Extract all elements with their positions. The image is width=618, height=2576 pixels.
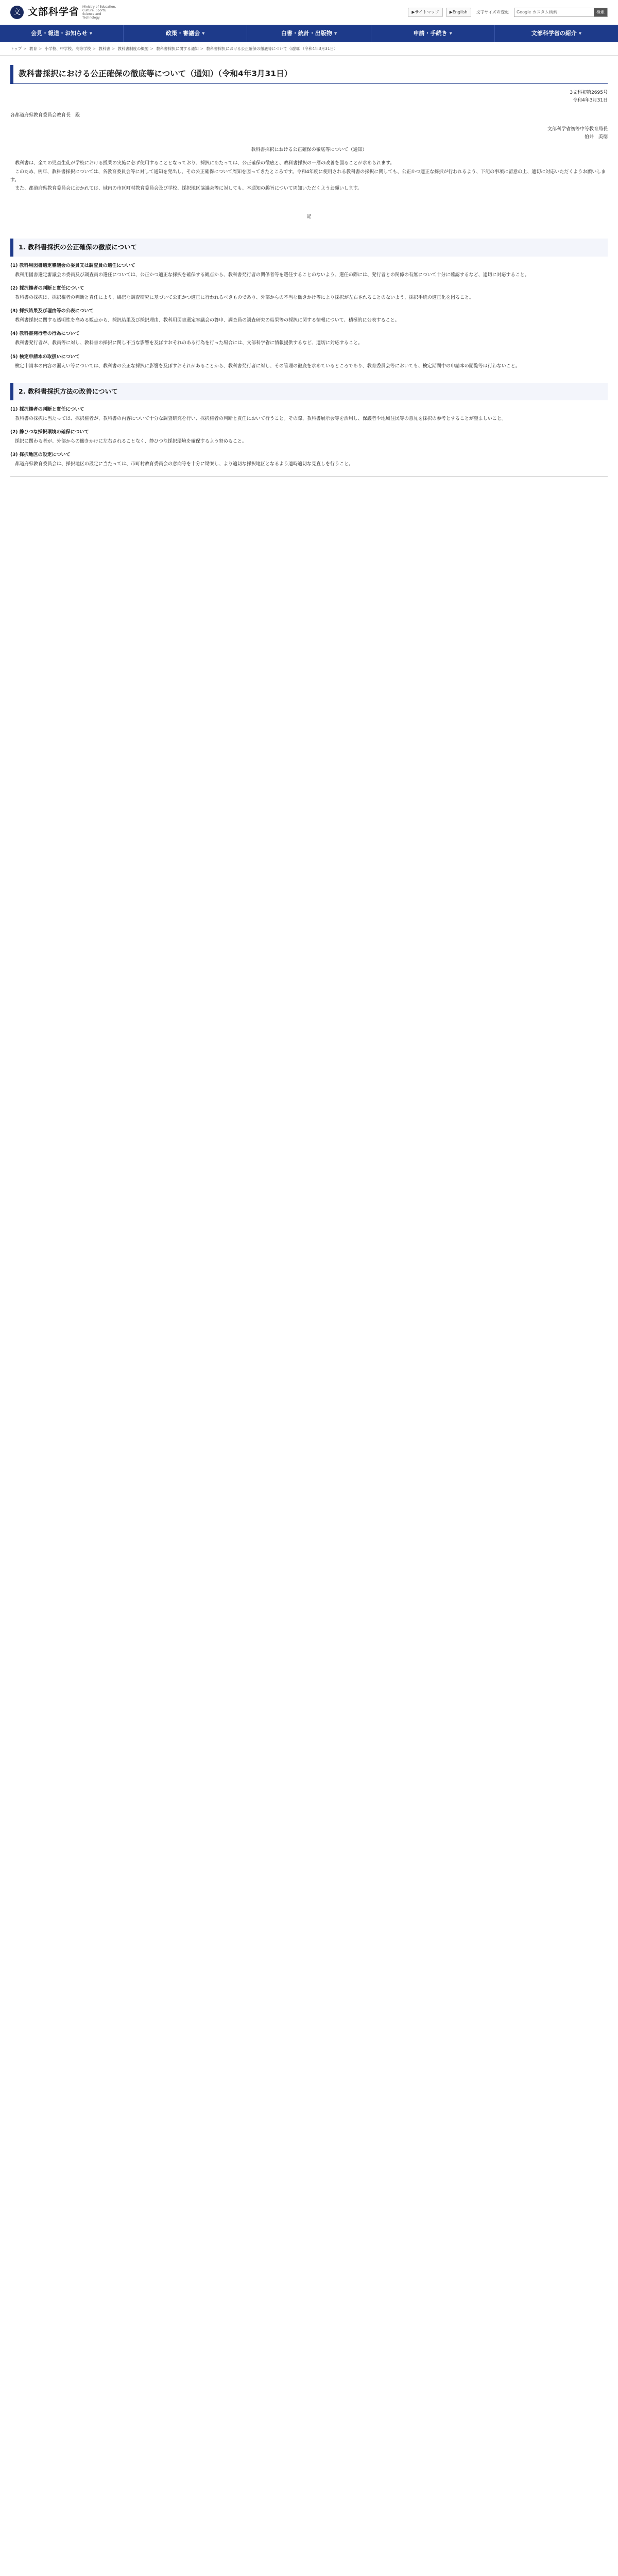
search-input[interactable]: Google カスタム検索	[517, 9, 557, 14]
breadcrumb-item[interactable]: 教科書	[98, 46, 110, 51]
doc-sender	[10, 126, 608, 142]
item-body: 教科書採択に関する透明性を高める観点から、採択結果及び採択理由、教科用図書選定審議会の答申、調査員の調査研究の結果等の採択に関する情報について、積極的に公表すること。	[15, 318, 400, 324]
chevron-down-icon: ▼	[89, 31, 93, 36]
breadcrumb-item[interactable]: トップ	[10, 46, 22, 51]
chevron-down-icon: ▼	[449, 31, 452, 36]
breadcrumb	[0, 42, 618, 56]
nav-item-label: 文部科学省の紹介	[531, 30, 577, 37]
logo-text: 文部科学省	[28, 6, 80, 18]
font-size-link[interactable]: 文字サイズの変更	[476, 9, 509, 14]
item-heading: (3) 採択結果及び理由等の公表について	[10, 309, 94, 314]
doc-number: 3文科初第2695号	[570, 90, 608, 95]
nav-item-procedures[interactable]	[371, 25, 495, 42]
breadcrumb-item[interactable]: 教育	[29, 46, 37, 51]
item-heading: (3) 採択地区の設定について	[10, 452, 71, 458]
breadcrumb-separator-icon: >	[200, 46, 204, 51]
intro-paragraph: 教科書は、全ての児童生徒が学校における授業の実施に必ず使用することとなっており、採択にあたっては、公正確保の徹底と、教科書採択の一層の改善を図ることが求められます。	[15, 161, 395, 166]
breadcrumb-separator-icon: >	[38, 46, 42, 51]
section-body	[10, 262, 608, 370]
section-title: 2. 教科書採択方法の改善について	[10, 383, 608, 400]
breadcrumb-current: 教科書採択における公正確保の徹底等について（通知）（令和4年3月31日）	[206, 46, 338, 51]
breadcrumb-separator-icon: >	[23, 46, 27, 51]
nav-item-label: 政策・審議会	[166, 30, 200, 37]
nav-item-about[interactable]	[495, 25, 618, 42]
search-box[interactable]	[514, 8, 608, 17]
main-content	[0, 65, 618, 476]
item-body: 都道府県教育委員会は、採択地区の設定に当たっては、市町村教育委員会の意向等を十分に勘案し、より適切な採択地区となるよう適時適切な見直しを行うこと。	[15, 462, 354, 467]
intro-paragraph: また、都道府県教育委員会におかれては、域内の市区町村教育委員会及び学校、採択地区協議会等に対しても、本通知の趣旨について周知いただくようお願いします。	[15, 185, 363, 191]
nav-item-label: 申請・手続き	[413, 30, 448, 37]
doc-ki: 記	[306, 214, 312, 220]
item-heading: (4) 教科書発行者の行為について	[10, 331, 80, 337]
item-heading: (5) 検定申請本の取扱いについて	[10, 354, 80, 360]
logo-mark-icon: 文	[10, 6, 24, 19]
breadcrumb-separator-icon: >	[111, 46, 115, 51]
chevron-down-icon: ▼	[578, 31, 582, 36]
site-logo[interactable]	[10, 4, 118, 21]
doc-subject: 教科書採択における公正確保の徹底等について（通知）	[251, 147, 367, 153]
nav-item-policy[interactable]	[124, 25, 247, 42]
breadcrumb-separator-icon: >	[150, 46, 153, 51]
breadcrumb-item[interactable]: 教科書採択に関する通知	[156, 46, 199, 51]
breadcrumb-separator-icon: >	[92, 46, 96, 51]
section-title: 1. 教科書採択の公正確保の徹底について	[10, 239, 608, 256]
doc-date: 令和4年3月31日	[573, 98, 608, 104]
item-body: 採択に関わる者が、外部からの働きかけに左右されることなく、静ひつな採択環境を確保するよう努めること。	[15, 439, 247, 445]
global-nav	[0, 25, 618, 42]
item-heading: (1) 教科用図書選定審議会の委員又は調査員の選任について	[10, 263, 135, 268]
breadcrumb-item[interactable]: 教科書制度の概要	[117, 46, 149, 51]
item-heading: (2) 静ひつな採択環境の確保について	[10, 430, 89, 435]
doc-intro	[10, 159, 608, 193]
nav-item-press[interactable]	[0, 25, 124, 42]
chevron-down-icon: ▼	[202, 31, 205, 36]
item-body: 検定申請本の内容の漏えい等については、教科書の公正な採択に影響を及ぼすおそれがあることから、教科書発行者に対し、その管理の徹底を求めているところであり、教育委員会等においても、検定期間中の申請本の閲覧等は行わないこと。	[15, 363, 520, 369]
sender-org: 文部科学省初等中等教育局長	[547, 126, 608, 132]
english-button[interactable]: ▶English	[446, 8, 471, 17]
item-body: 教科書発行者が、教員等に対し、教科書の採択に関し不当な影響を及ぼすおそれのある行為を行った場合には、文部科学省に情報提供するなど、適切に対応すること。	[15, 341, 363, 346]
section-body	[10, 405, 608, 469]
chevron-down-icon: ▼	[334, 31, 337, 36]
item-heading: (2) 採択権者の判断と責任について	[10, 285, 84, 291]
sender-name: 伯井 美徳	[584, 134, 608, 140]
search-button[interactable]: 検索	[594, 8, 607, 16]
content-divider	[10, 476, 608, 477]
page-title: 教科書採択における公正確保の徹底等について（通知）（令和4年3月31日）	[10, 65, 608, 84]
nav-item-label: 会見・報道・お知らせ	[31, 30, 88, 37]
breadcrumb-item[interactable]: 小学校、中学校、高等学校	[44, 46, 91, 51]
nav-item-publications[interactable]	[247, 25, 371, 42]
item-heading: (1) 採択権者の判断と責任について	[10, 406, 84, 412]
doc-addressee: 各都道府県教育委員会教育長 殿	[10, 112, 80, 118]
header-utilities	[408, 8, 608, 17]
logo-subtext: Ministry of Education, Culture, Sports, Science and Technology	[82, 5, 116, 20]
item-body: 教科書の採択に当たっては、採択権者が、教科書の内容について十分な調査研究を行い、採択権者の判断と責任において行うこと。その際、教科書展示会等を活用し、保護者や地域住民等の意見を採択の参考とすることが望ましいこと。	[15, 416, 506, 421]
sitemap-button[interactable]: ▶サイトマップ	[408, 8, 442, 17]
intro-paragraph: このため、例年、教科書採択については、各教育委員会等に対して通知を発出し、その公正確保について周知を図ってきたところです。令和4年度に使用される教科書の採択に関しても、公正かつ適正な採択が行われるよう、下記の事項に留意の上、適切に対応いただくようお願いします。	[10, 169, 606, 183]
item-body: 教科用図書選定審議会の委員及び調査員の選任については、公正かつ適正な採択を確保する観点から、教科書発行者の関係者等を選任することのないよう、選任の際には、発行者との関係の有無について十分に確認するなど、適切に対応すること。	[15, 272, 529, 278]
doc-meta	[10, 89, 608, 105]
site-header	[0, 0, 618, 25]
item-body: 教科書の採択は、採択権者の判断と責任により、綿密な調査研究に基づいて公正かつ適正に行われるべきものであり、外部からの不当な働きかけ等により採択が左右されることのないよう、採択手続の適正化を図ること。	[15, 295, 474, 300]
nav-item-label: 白書・統計・出版物	[281, 30, 332, 37]
